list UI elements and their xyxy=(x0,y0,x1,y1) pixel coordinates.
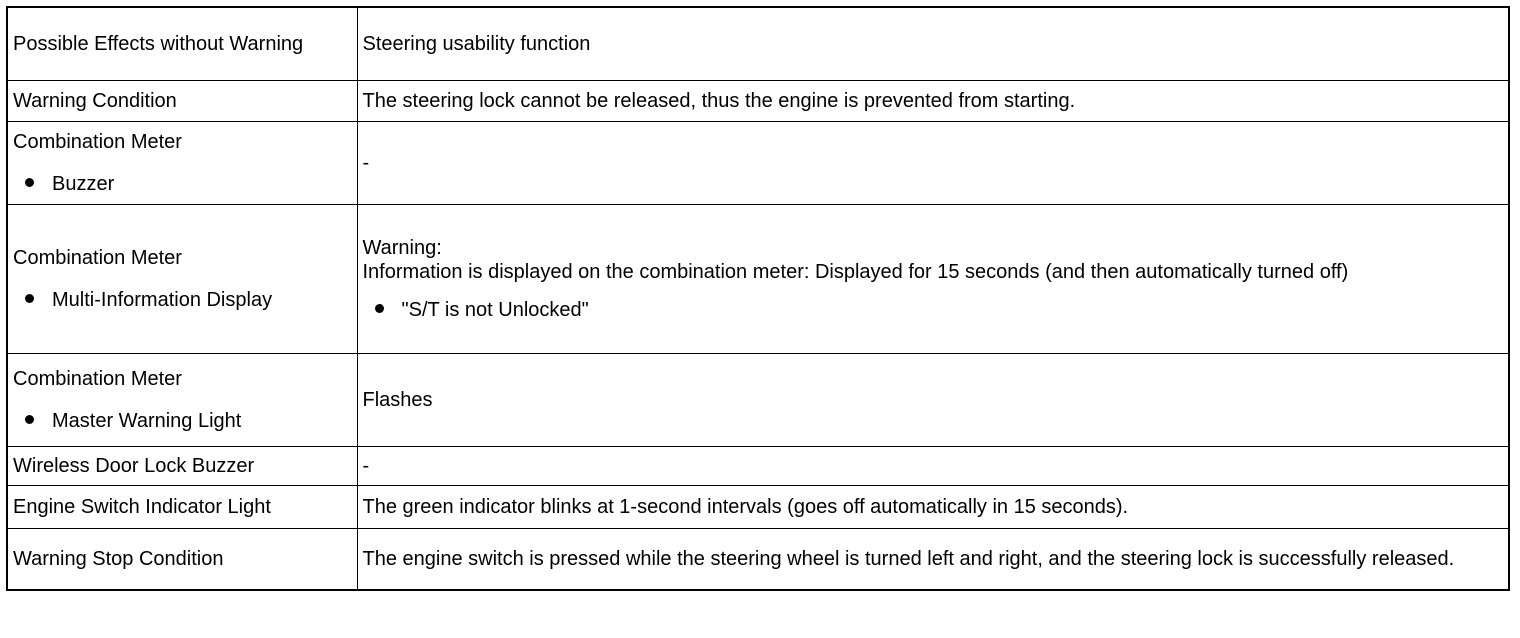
row-label: Combination Meter xyxy=(13,131,182,153)
table-row xyxy=(7,205,1509,354)
row-label: Possible Effects without Warning xyxy=(7,7,357,81)
table-row xyxy=(7,7,1509,81)
row-value: The green indicator blinks at 1-second intervals (goes off automatically in 15 seconds). xyxy=(357,486,1509,529)
row-label-cell xyxy=(7,205,357,354)
bullet-icon xyxy=(25,415,34,424)
sub-item-label: Master Warning Light xyxy=(52,410,242,432)
row-value: Steering usability function xyxy=(357,7,1509,81)
row-value: - xyxy=(357,447,1509,486)
row-label: Wireless Door Lock Buzzer xyxy=(7,447,357,486)
bullet-icon xyxy=(25,294,34,303)
table-row xyxy=(7,81,1509,122)
row-label-cell xyxy=(7,354,357,447)
row-label: Engine Switch Indicator Light xyxy=(7,486,357,529)
bullet-icon xyxy=(375,304,384,313)
value-heading: Warning: xyxy=(362,237,442,259)
table-row xyxy=(7,529,1509,591)
row-label: Combination Meter xyxy=(13,368,182,390)
row-value: Information is displayed on the combination meter: Displayed for 15 seconds (and then automatically turned off) xyxy=(362,261,1349,283)
row-value: - xyxy=(357,122,1509,205)
warning-info-table xyxy=(6,6,1510,591)
table-row xyxy=(7,122,1509,205)
row-value: Flashes xyxy=(357,354,1509,447)
sub-item-label: Buzzer xyxy=(52,173,115,195)
table-row xyxy=(7,354,1509,447)
row-value-cell xyxy=(357,205,1509,354)
sub-item xyxy=(13,288,352,312)
table-row xyxy=(7,447,1509,486)
row-label: Warning Stop Condition xyxy=(7,529,357,591)
row-value: The engine switch is pressed while the steering wheel is turned left and right, and the steering lock is successfully released. xyxy=(357,529,1509,591)
sub-item xyxy=(13,409,352,433)
row-label: Warning Condition xyxy=(7,81,357,122)
row-value: The steering lock cannot be released, thus the engine is prevented from starting. xyxy=(357,81,1509,122)
bullet-icon xyxy=(25,178,34,187)
sub-item-label: Multi-Information Display xyxy=(52,289,273,311)
table-row xyxy=(7,486,1509,529)
row-label-cell xyxy=(7,122,357,205)
sub-item xyxy=(13,172,352,196)
value-bullet-item xyxy=(363,298,1504,322)
value-bullet-label: "S/T is not Unlocked" xyxy=(401,299,589,321)
row-label: Combination Meter xyxy=(13,247,182,269)
